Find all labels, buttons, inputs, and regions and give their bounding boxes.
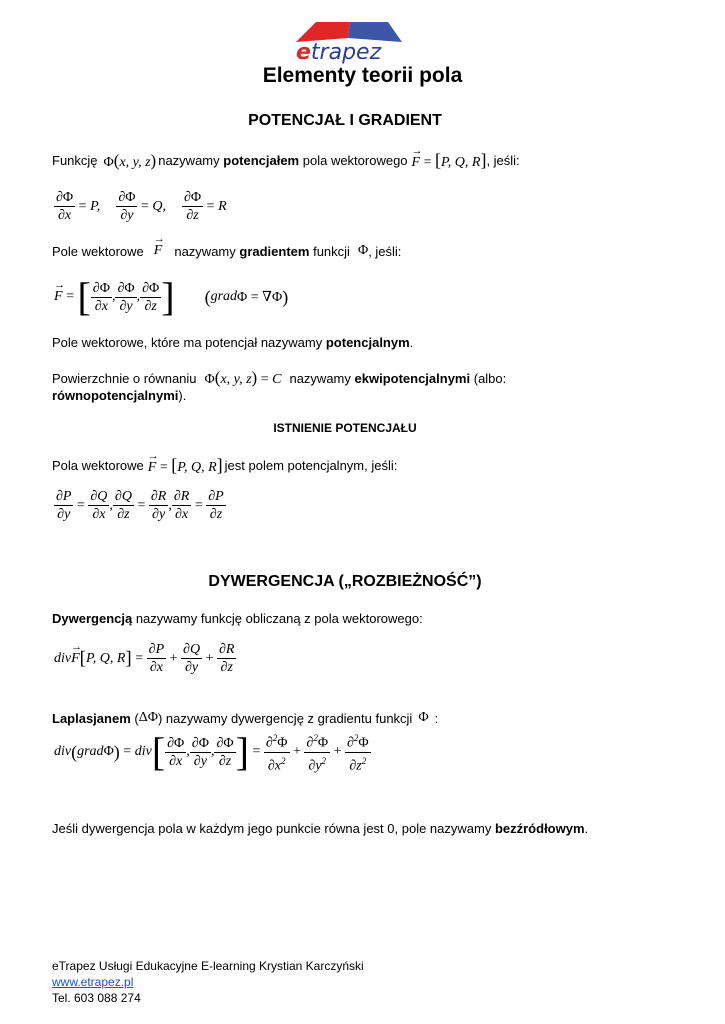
equipotential-definition: Powierzchnie o równaniu Φ(x, y, z) = C nazywamy ekwipotencjalnymi (albo:: [52, 368, 507, 387]
laplacian-definition: Laplasjanem ( ΔΦ ) nazywamy dywergencję z gradientu funkcji Φ :: [52, 710, 439, 726]
section-heading-existence: ISTNIENIE POTENCJAŁU: [273, 421, 417, 435]
logo: [290, 14, 430, 70]
section-heading-potential: POTENCJAŁ I GRADIENT: [248, 112, 442, 129]
formula-field-F: → F = [P, Q, R]: [412, 150, 487, 171]
potential-field-definition: Pole wektorowe, które ma potencjał nazywamy potencjalnym.: [52, 335, 414, 350]
footer-company: eTrapez Usługi Edukacyjne E-learning Krystian Karczyński: [52, 959, 364, 973]
potential-definition: Funkcję Φ(x, y, z) nazywamy potencjałem pola wektorowego → F = [P, Q, R] , jeśli:: [52, 150, 520, 171]
formula-laplacian: div ( grad Φ ) = div [ $\frac{\partial\Phi}{\partial x}$ , $\frac{\partial\Phi}{\partial y}$ , $\frac{\partial\Phi}{\partial z}$ ] = $\frac{\partial^2\Phi}{\partial x^2}$ + $\frac{\partial^2\Phi}{\partial y^2}$ + $\frac{\partial^2\Phi}{\partial z^2}$: [54, 729, 369, 775]
section-heading-divergence: DYWERGENCJA („ROZBIEŻNOŚĆ”): [208, 573, 482, 590]
existence-condition: Pola wektorowe → F = [P, Q, R] jest polem potencjalnym, jeśli:: [52, 455, 397, 476]
equipotential-definition-cont: równopotencjalnymi).: [52, 388, 187, 403]
footer-website-link[interactable]: www.etrapez.pl: [52, 975, 134, 989]
solenoidal-definition: Jeśli dywergencja pola w każdym jego punkcie równa jest 0, pole nazywamy bezźródłowym.: [52, 821, 589, 836]
gradient-definition: Pole wektorowe → F nazywamy gradientem funkcji Φ , jeśli:: [52, 243, 401, 259]
formula-existence: $\frac{\partial P}{\partial y}$ = $\frac{\partial Q}{\partial x}$ , $\frac{\partial Q}{\partial z}$ = $\frac{\partial R}{\partial y}$ , $\frac{\partial R}{\partial x}$ = $\frac{\partial P}{\partial z}$: [56, 489, 224, 522]
formula-gradient: → F = [ $\frac{\partial\Phi}{\partial x}$ , $\frac{\partial\Phi}{\partial y}$ , $\frac{\partial\Phi}{\partial z}$ ] ( grad Φ = ∇Φ ): [54, 277, 288, 317]
formula-phi-xyz: Φ(x, y, z): [103, 150, 157, 170]
footer: [52, 958, 364, 1006]
footer-phone: Tel. 603 088 274: [52, 991, 141, 1005]
formula-divergence: div→ F [ P, Q, R ] = $\frac{\partial P}{\partial x}$ + $\frac{\partial Q}{\partial y}$ + $\frac{\partial R}{\partial z}$: [54, 641, 236, 676]
formula-potential-conditions: $\frac{\partial\Phi}{\partial x}$ = P, $\frac{\partial\Phi}{\partial y}$ = Q, $\frac{\partial\Phi}{\partial z}$ = R: [56, 190, 227, 223]
page-title: Elementy teorii pola: [262, 64, 463, 87]
logo-text: etrapez: [296, 40, 382, 65]
divergence-definition: Dywergencją nazywamy funkcję obliczaną z pola wektorowego:: [52, 611, 423, 626]
